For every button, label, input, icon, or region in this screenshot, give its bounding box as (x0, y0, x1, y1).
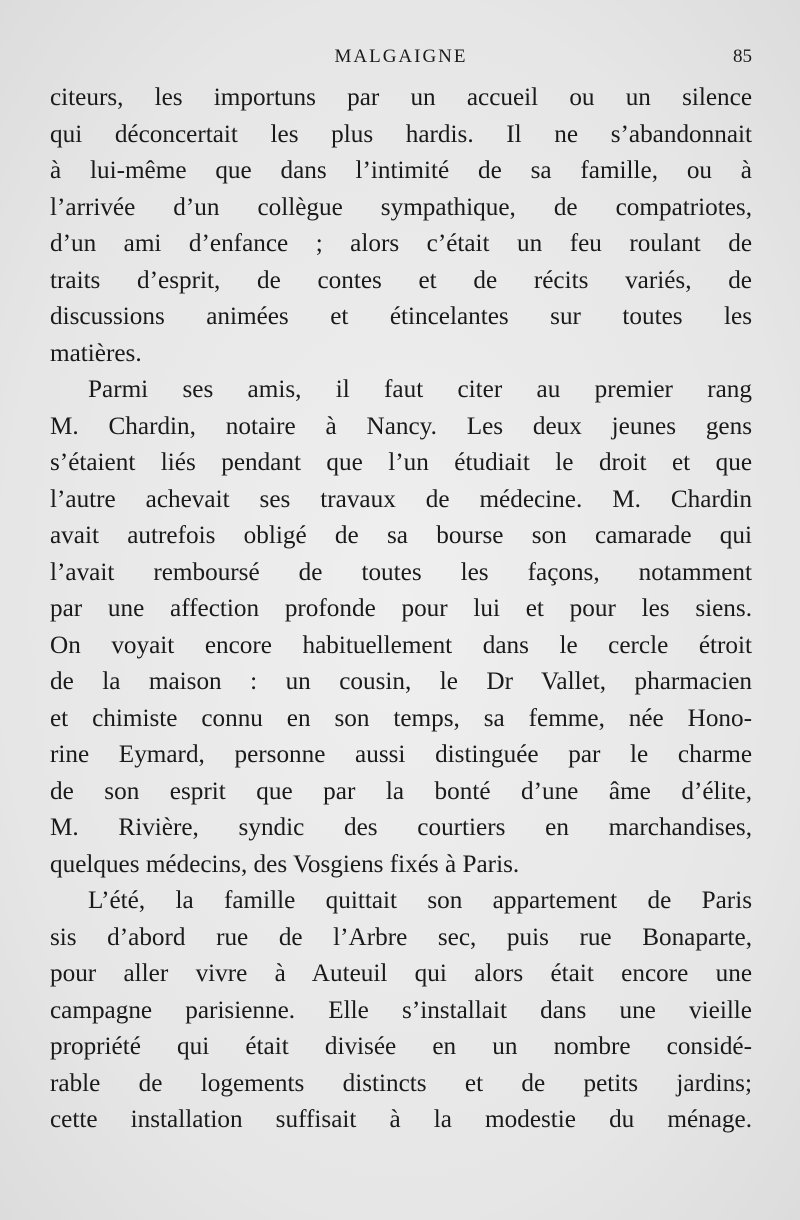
text-line: l’arrivée d’un collègue sympathique, de compatriotes, (50, 193, 752, 221)
text-line: avait autrefois obligé de sa bourse son camarade qui (50, 522, 752, 549)
text-line: propriété qui était divisée en un nombre considé- (50, 1033, 752, 1060)
text-line: Parmi ses amis, il faut citer au premier rang (88, 376, 752, 403)
text-line: rable de logements distincts et de petits jardins; (50, 1069, 752, 1097)
text-line: matières. (50, 339, 142, 367)
text-line: de la maison : un cousin, le Dr Vallet, pharmacien (50, 668, 752, 695)
text-line: cette installation suffisait à la modestie du ménage. (50, 1106, 752, 1133)
running-title: MALGAIGNE (334, 46, 468, 67)
text-line: traits d’esprit, de contes et de récits variés, de (50, 266, 752, 294)
page-number: 85 (733, 46, 752, 67)
text-line: l’avait remboursé de toutes les façons, notamment (50, 558, 752, 586)
text-line: campagne parisienne. Elle s’installait dans une vieille (50, 996, 752, 1024)
text-line: par une affection profonde pour lui et pour les siens. (50, 595, 752, 622)
text-line: à lui-même que dans l’intimité de sa famille, ou à (50, 157, 752, 184)
text-line: citeurs, les importuns par un accueil ou un silence (50, 84, 752, 111)
text-line: pour aller vivre à Auteuil qui alors était encore une (50, 960, 752, 987)
text-line: l’autre achevait ses travaux de médecine. M. Chardin (50, 485, 752, 513)
text-line: et chimiste connu en son temps, sa femme, née Hono- (50, 704, 752, 732)
text-line: M. Rivière, syndic des courtiers en marchandises, (50, 814, 752, 841)
text-line: sis d’abord rue de l’Arbre sec, puis rue Bonaparte, (50, 923, 752, 951)
text-line: d’un ami d’enfance ; alors c’était un feu roulant de (50, 230, 752, 257)
text-line: discussions animées et étincelantes sur toutes les (50, 303, 752, 330)
text-line: M. Chardin, notaire à Nancy. Les deux jeunes gens (50, 412, 752, 440)
text-line: L’été, la famille quittait son appartement de Paris (88, 887, 752, 914)
body-text (50, 80, 752, 1139)
text-line: de son esprit que par la bonté d’une âme d’élite, (50, 777, 752, 805)
page-header (50, 42, 752, 72)
text-line: qui déconcertait les plus hardis. Il ne s’abandonnait (50, 120, 752, 148)
text-line: quelques médecins, des Vosgiens fixés à Paris. (50, 850, 520, 878)
text-line: On voyait encore habituellement dans le cercle étroit (50, 631, 752, 659)
text-line: s’étaient liés pendant que l’un étudiait le droit et que (50, 449, 752, 476)
text-line: rine Eymard, personne aussi distinguée par le charme (50, 741, 752, 768)
